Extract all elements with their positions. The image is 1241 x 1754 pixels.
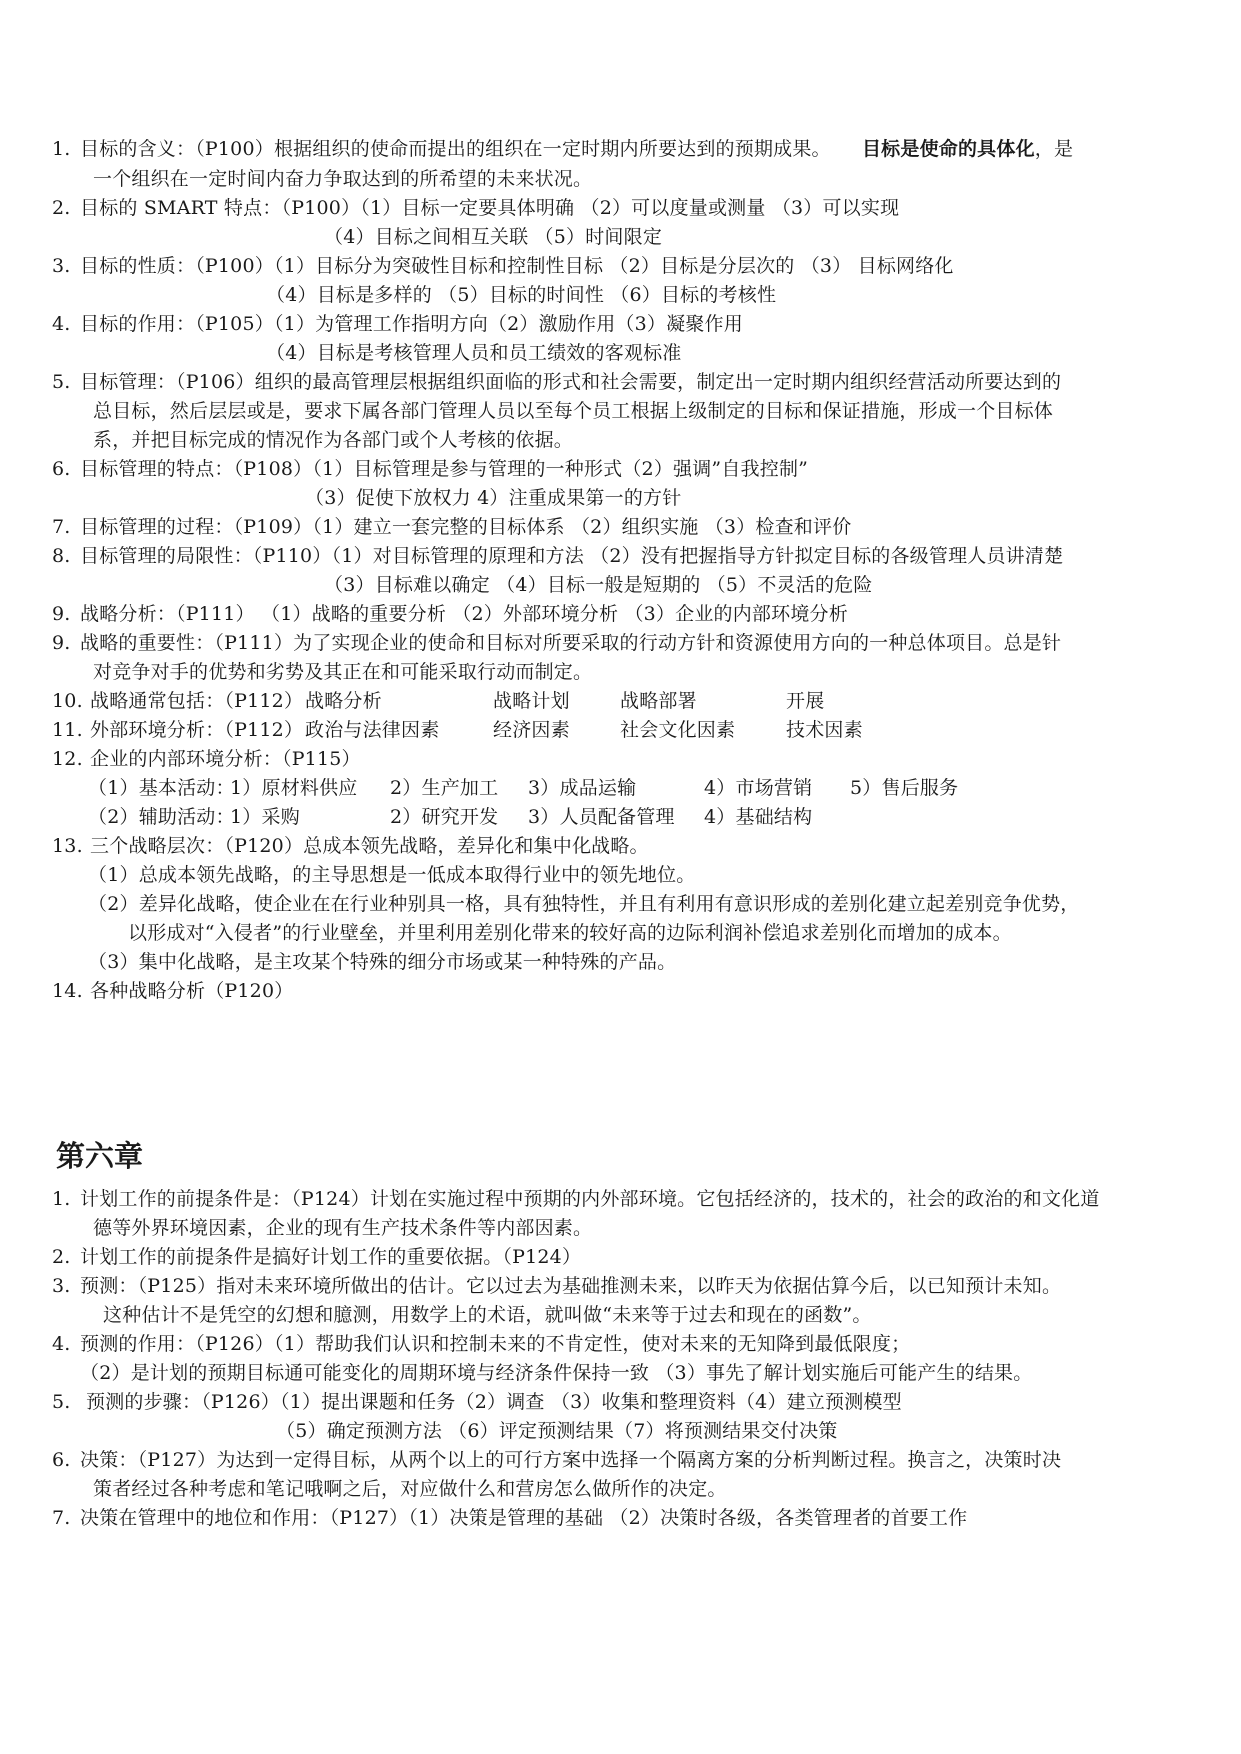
list-item: 9. 战略分析：（P111） （1）战略的重要分析 （2）外部环境分析 （3）企业的内部环境分析: [52, 603, 848, 625]
list-item: 2. 计划工作的前提条件是搞好计划工作的重要依据。（P124）: [52, 1246, 582, 1268]
bold-phrase: 目标是使命的具体化: [861, 138, 1035, 160]
list-item: 8. 目标管理的局限性：（P110）（1）对目标管理的原理和方法 （2）没有把握指导方针拟定目标的各级管理人员讲清楚: [52, 545, 1064, 567]
list-item-continuation: 策者经过各种考虑和笔记哦啊之后，对应做什么和营房怎么做所作的决定。: [93, 1478, 727, 1500]
list-item: 5. 目标管理：（P106）组织的最高管理层根据组织面临的形式和社会需要，制定出一定时期内组织经营活动所要达到的: [52, 371, 1062, 393]
list-item-continuation: （4）目标是考核管理人员和员工绩效的客观标准: [266, 342, 682, 364]
chapter-heading: 第六章: [56, 1139, 144, 1173]
sub-item: （3）集中化战略，是主攻某个特殊的细分市场或某一种特殊的产品。: [88, 951, 677, 973]
list-item-continuation: 德等外界环境因素，企业的现有生产技术条件等内部因素。: [93, 1217, 593, 1239]
list-item-continuation: （3）目标难以确定 （4）目标一般是短期的 （5）不灵活的危险: [324, 574, 873, 596]
sub-item: （2）差异化战略，使企业在在行业种别具一格，具有独特性，并且有利用有意识形成的差别化建立起差别竞争优势，: [88, 893, 1080, 915]
list-item: 4. 目标的作用：（P105）（1）为管理工作指明方向（2）激励作用（3）凝聚作用: [52, 313, 743, 335]
list-item: 3. 目标的性质：（P100）（1）目标分为突破性目标和控制性目标 （2）目标是分层次的 （3） 目标网络化: [52, 255, 954, 277]
sub-item: （1）总成本领先战略，的主导思想是一低成本取得行业中的领先地位。: [88, 864, 696, 886]
list-item-continuation: 系，并把目标完成的情况作为各部门或个人考核的依据。: [93, 429, 574, 451]
list-item-continuation: 总目标，然后层层或是，要求下属各部门管理人员以至每个员工根据上级制定的目标和保证措施，形成一个目标体: [93, 400, 1054, 422]
list-item: 1. 计划工作的前提条件是：（P124）计划在实施过程中预期的内外部环境。它包括经济的，技术的，社会的政治的和文化道: [52, 1188, 1100, 1210]
list-item-continuation: 一个组织在一定时间内奋力争取达到的所希望的未来状况。: [93, 168, 593, 190]
list-item: 4. 预测的作用：（P126）（1）帮助我们认识和控制未来的不肯定性，使对未来的无知降到最低限度；: [52, 1333, 911, 1355]
list-item: 5. 预测的步骤：（P126）（1）提出课题和任务（2）调查 （3）收集和整理资料（4）建立预测模型: [52, 1391, 902, 1413]
list-item: 7. 目标管理的过程：（P109）（1）建立一套完整的目标体系 （2）组织实施 （3）检查和评价: [52, 516, 852, 538]
list-item: 9. 战略的重要性：（P111）为了实现企业的使命和目标对所要采取的行动方针和资源使用方向的一种总体项目。总是针: [52, 632, 1062, 654]
list-item-continuation: （4）目标之间相互关联 （5）时间限定: [324, 226, 663, 248]
list-item: 2. 目标的 SMART 特点：（P100）（1）目标一定要具体明确 （2）可以度量或测量 （3）可以实现: [52, 197, 900, 219]
list-item: 6. 目标管理的特点：（P108）（1）目标管理是参与管理的一种形式（2）强调”自我控制”: [52, 458, 809, 480]
sub-item-continuation: 以形成对“入侵者”的行业壁垒，并里利用差别化带来的较好高的边际利润补偿追求差别化而增加的成本。: [128, 922, 1012, 944]
list-item: 12. 企业的内部环境分析：（P115）: [52, 748, 361, 770]
list-item-continuation: （2）是计划的预期目标通可能变化的周期环境与经济条件保持一致 （3）事先了解计划实施后可能产生的结果。: [80, 1362, 1033, 1384]
sub-item: （2）辅助活动：1）采购 2）研究开发 3）人员配备管理 4）基础结构: [88, 806, 813, 828]
list-item: 1. 目标的含义：（P100）根据组织的使命而提出的组织在一定时期内所要达到的预期成果。 目标是使命的具体化，是: [52, 138, 1074, 160]
list-item: 10. 战略通常包括：（P112）战略分析 战略计划 战略部署 开展: [52, 690, 825, 712]
list-item-continuation: 这种估计不是凭空的幻想和臆测，用数学上的术语，就叫做“未来等于过去和现在的函数”。: [103, 1304, 872, 1326]
list-item-continuation: （4）目标是多样的 （5）目标的时间性 （6）目标的考核性: [266, 284, 777, 306]
list-item-continuation: （3）促使下放权力 4）注重成果第一的方针: [305, 487, 682, 509]
list-item: 6. 决策：（P127）为达到一定得目标，从两个以上的可行方案中选择一个隔离方案的分析判断过程。换言之，决策时决: [52, 1449, 1062, 1471]
list-item: 3. 预测：（P125）指对未来环境所做出的估计。它以过去为基础推测未来，以昨天为依据估算今后，以已知预计未知。: [52, 1275, 1062, 1297]
list-item: 11. 外部环境分析：（P112）政治与法律因素 经济因素 社会文化因素 技术因素: [52, 719, 863, 741]
sub-item: （1）基本活动：1）原材料供应 2）生产加工 3）成品运输 4）市场营销 5）售后服务: [88, 777, 959, 799]
list-item-continuation: 对竞争对手的优势和劣势及其正在和可能采取行动而制定。: [93, 661, 593, 683]
list-item: 13. 三个战略层次：（P120）总成本领先战略，差异化和集中化战略。: [52, 835, 649, 857]
list-item: 7. 决策在管理中的地位和作用：（P127）（1）决策是管理的基础 （2）决策时各级，各类管理者的首要工作: [52, 1507, 968, 1529]
list-item: 14. 各种战略分析（P120）: [52, 980, 294, 1002]
list-item-continuation: （5）确定预测方法 （6）评定预测结果（7）将预测结果交付决策: [276, 1420, 838, 1442]
